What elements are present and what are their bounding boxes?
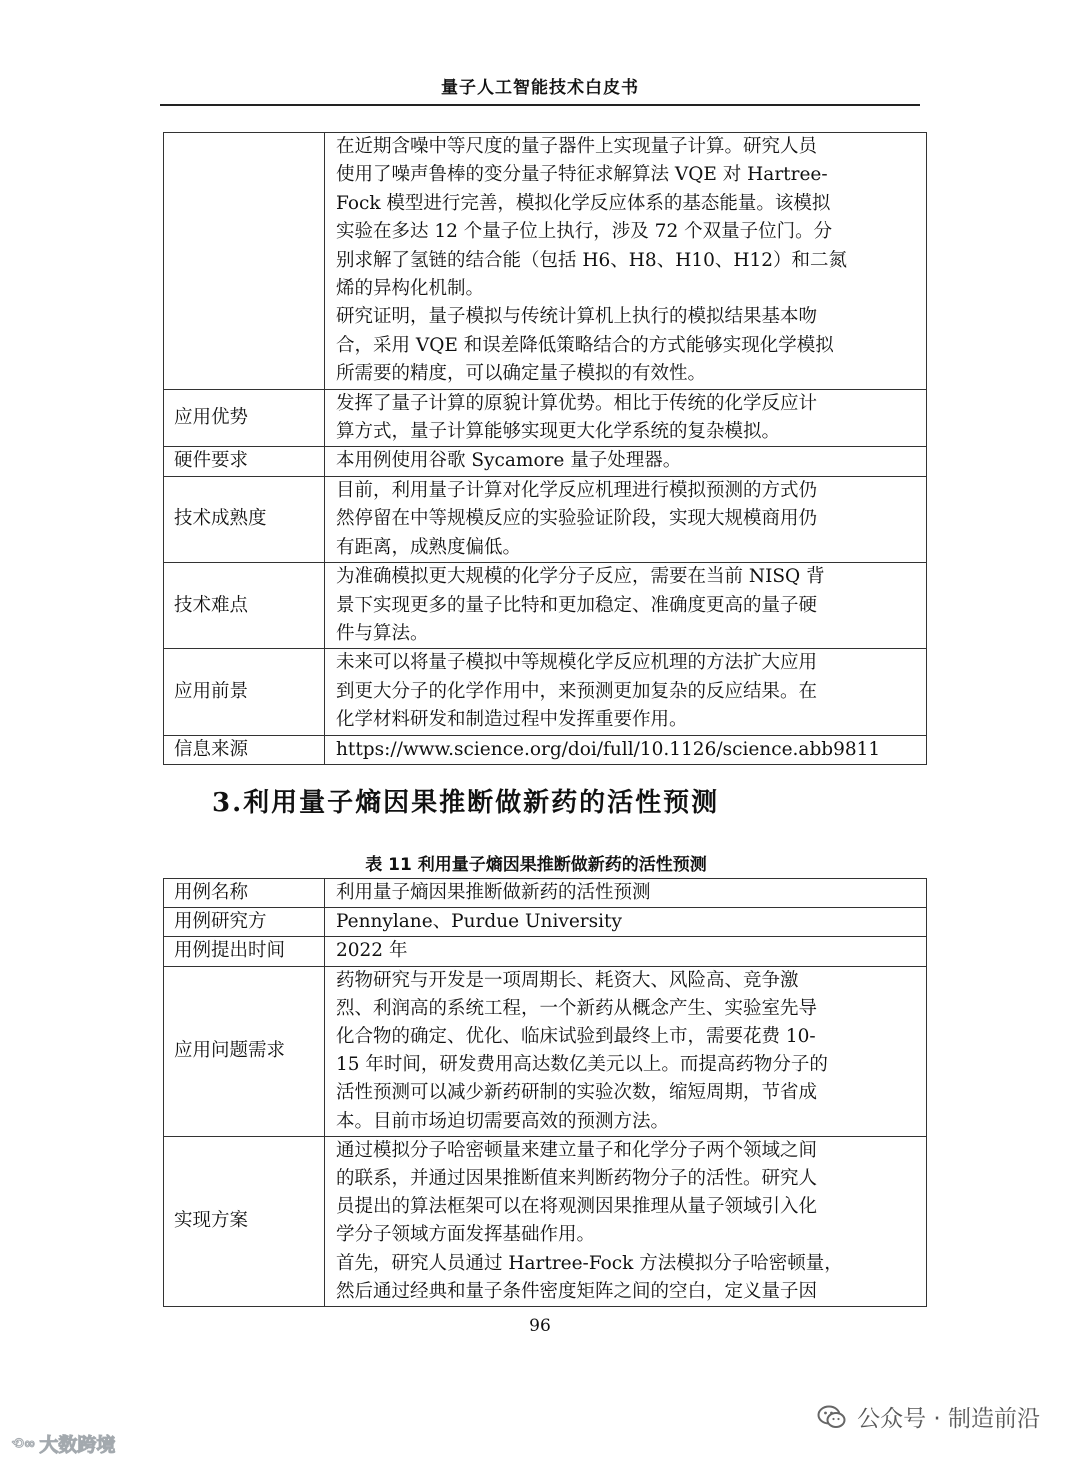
- table-content-cell: [325, 649, 927, 735]
- content-line: Fock 模型进行完善，模拟化学反应体系的基态能量。该模拟: [336, 192, 831, 214]
- content-line: 使用了噪声鲁棒的变分量子特征求解算法 VQE 对 Hartree-: [336, 164, 828, 186]
- watermark-right-text: 公众号 · 制造前沿: [857, 1406, 1040, 1432]
- table-content-cell: [325, 133, 927, 390]
- content-line: 通过模拟分子哈密顿量来建立量子和化学分子两个领域之间: [336, 1139, 818, 1161]
- content-line: 药物研究与开发是一项周期长、耗资大、风险高、竞争激: [336, 969, 799, 991]
- table-content-cell: [325, 735, 927, 764]
- table-content-cell: [325, 563, 927, 649]
- watermark-left: [12, 1430, 115, 1457]
- content-line: 首先，研究人员通过 Hartree-Fock 方法模拟分子哈密顿量，: [336, 1252, 843, 1274]
- content-line: 在近期含噪中等尺度的量子器件上实现量子计算。研究人员: [336, 136, 818, 157]
- content-line: 研究证明，量子模拟与传统计算机上执行的模拟结果基本吻: [336, 306, 818, 328]
- table-label-cell: 实现方案: [164, 1136, 325, 1306]
- table-row: [164, 447, 927, 476]
- content-line: 本用例使用谷歌 Sycamore 量子处理器。: [336, 450, 682, 472]
- content-line: 到更大分子的化学作用中，来预测更加复杂的反应结果。在: [336, 680, 818, 702]
- table-row: [164, 389, 927, 447]
- page-number: 96: [529, 1316, 551, 1336]
- content-line: 件与算法。: [336, 622, 429, 644]
- table-caption: 表 11 利用量子熵因果推断做新药的活性预测: [365, 855, 707, 875]
- content-line: 2022 年: [336, 940, 408, 962]
- content-line: 所需要的精度，可以确定量子模拟的有效性。: [336, 363, 707, 385]
- table-row: [164, 1136, 927, 1306]
- table-row: [164, 937, 927, 966]
- use-case-table-continued: [163, 132, 927, 765]
- table-label-cell: 用例研究方: [164, 908, 325, 937]
- watermark-logo-icon: ⟲∞: [12, 1435, 36, 1452]
- table-row: [164, 735, 927, 764]
- table-label-cell: [164, 133, 325, 390]
- table-label-cell: 应用问题需求: [164, 966, 325, 1136]
- table-row: [164, 649, 927, 735]
- table-content-cell: [325, 476, 927, 562]
- table-row: [164, 476, 927, 562]
- content-line: 实验在多达 12 个量子位上执行，涉及 72 个双量子位门。分: [336, 221, 833, 243]
- table-row: [164, 563, 927, 649]
- table-row: [164, 879, 927, 908]
- content-line: 然停留在中等规模反应的实验验证阶段，实现大规模商用仍: [336, 508, 818, 530]
- content-line: 的联系，并通过因果推断值来判断药物分子的活性。研究人: [336, 1168, 818, 1190]
- content-line: 学分子领域方面发挥基础作用。: [336, 1224, 596, 1246]
- table-label-cell: 信息来源: [164, 735, 325, 764]
- table-content-cell: [325, 879, 927, 908]
- content-line: 未来可以将量子模拟中等规模化学反应机理的方法扩大应用: [336, 652, 818, 674]
- content-line: 别求解了氢链的结合能（包括 H6、H8、H10、H12）和二氮: [336, 249, 848, 271]
- table-label-cell: 技术成熟度: [164, 476, 325, 562]
- table-label-cell: 用例名称: [164, 879, 325, 908]
- content-line: 有距离，成熟度偏低。: [336, 536, 522, 558]
- section-title: 3.利用量子熵因果推断做新药的活性预测: [212, 788, 720, 818]
- table-label-cell: 技术难点: [164, 563, 325, 649]
- content-line: 为准确模拟更大规模的化学分子反应，需要在当前 NISQ 背: [336, 566, 825, 588]
- content-line: 然后通过经典和量子条件密度矩阵之间的空白，定义量子因: [336, 1280, 818, 1302]
- content-line: 算方式，量子计算能够实现更大化学系统的复杂模拟。: [336, 421, 781, 443]
- content-line: 发挥了量子计算的原貌计算优势。相比于传统的化学反应计: [336, 392, 818, 414]
- table-content-cell: [325, 966, 927, 1136]
- table-content-cell: [325, 937, 927, 966]
- table-label-cell: 应用前景: [164, 649, 325, 735]
- watermark-left-text: 大数跨境: [39, 1434, 116, 1456]
- table-label-cell: 用例提出时间: [164, 937, 325, 966]
- table-label-cell: 硬件要求: [164, 447, 325, 476]
- table-row: [164, 908, 927, 937]
- content-line: 目前，利用量子计算对化学反应机理进行模拟预测的方式仍: [336, 479, 818, 501]
- content-line: Pennylane、Purdue University: [336, 911, 622, 933]
- content-line: 烈、利润高的系统工程，一个新药从概念产生、实验室先导: [336, 997, 818, 1019]
- table-content-cell: [325, 447, 927, 476]
- table-content-cell: [325, 389, 927, 447]
- table-row: [164, 133, 927, 390]
- content-line: 化合物的确定、优化、临床试验到最终上市，需要花费 10-: [336, 1026, 816, 1048]
- content-line: 15 年时间，研发费用高达数亿美元以上。而提高药物分子的: [336, 1054, 828, 1076]
- source-link[interactable]: https://www.science.org/doi/full/10.1126/science.abb9811: [336, 738, 881, 760]
- content-line: 景下实现更多的量子比特和更加稳定、准确度更高的量子硬: [336, 594, 818, 616]
- table-label-cell: 应用优势: [164, 389, 325, 447]
- table-row: [164, 966, 927, 1136]
- content-line: 员提出的算法框架可以在将观测因果推理从量子领域引入化: [336, 1196, 818, 1218]
- table-content-cell: [325, 1136, 927, 1306]
- page-header: 量子人工智能技术白皮书: [160, 74, 920, 106]
- content-line: 利用量子熵因果推断做新药的活性预测: [336, 882, 651, 903]
- use-case-table: [163, 878, 927, 1307]
- watermark-right: [817, 1400, 1040, 1433]
- content-line: 活性预测可以减少新药研制的实验次数，缩短周期，节省成: [336, 1082, 818, 1104]
- content-line: 本。目前市场迫切需要高效的预测方法。: [336, 1110, 670, 1132]
- table-content-cell: [325, 908, 927, 937]
- content-line: 合，采用 VQE 和误差降低策略结合的方式能够实现化学模拟: [336, 334, 834, 356]
- wechat-icon: [817, 1404, 847, 1430]
- content-line: 化学材料研发和制造过程中发挥重要作用。: [336, 709, 688, 731]
- content-line: 烯的异构化机制。: [336, 278, 485, 300]
